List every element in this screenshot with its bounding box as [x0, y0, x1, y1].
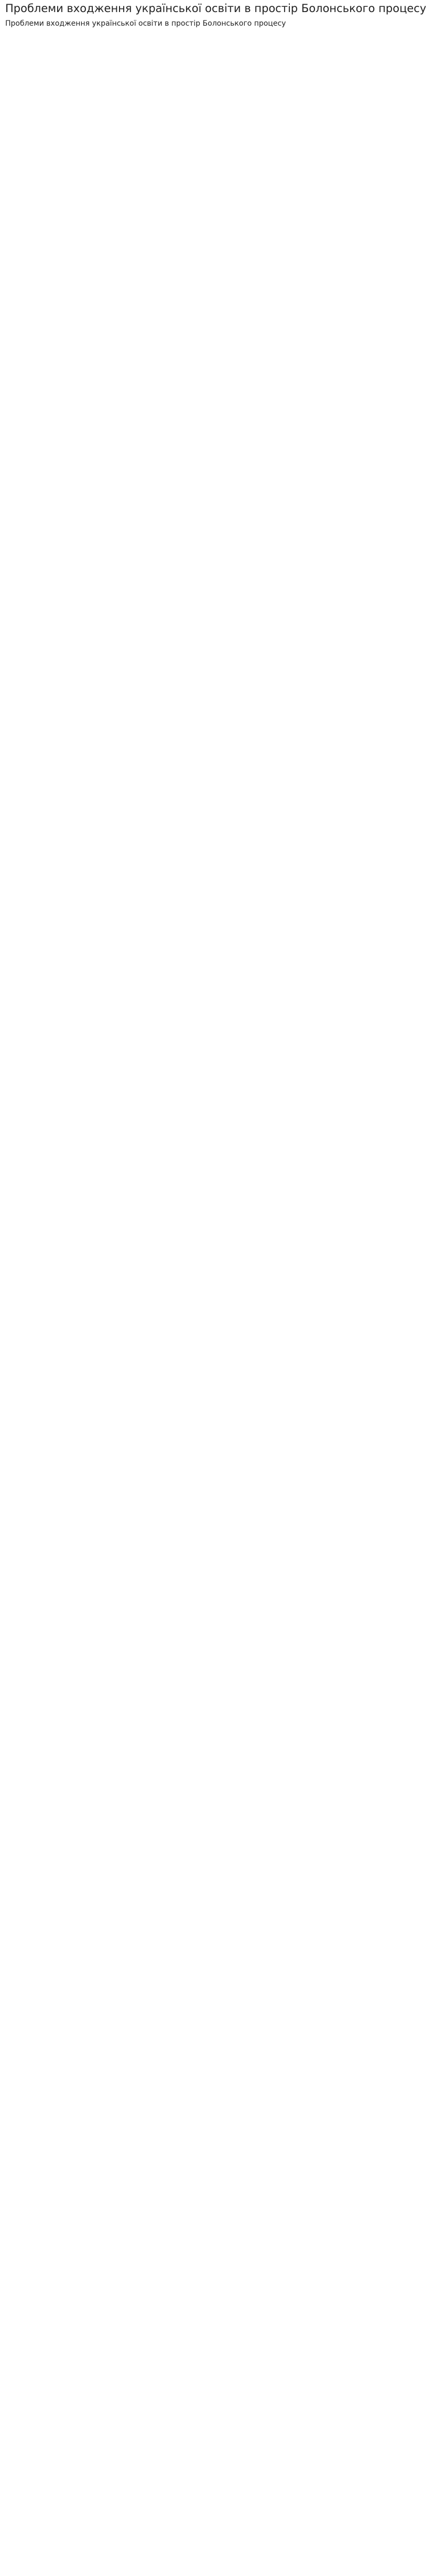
article-page [0, 0, 444, 49]
article-subtitle: Проблеми входження української освіти в простір Болонського процесу [5, 19, 286, 28]
article-title: Проблеми входження української освіти в простір Болонського процесу [5, 2, 427, 15]
